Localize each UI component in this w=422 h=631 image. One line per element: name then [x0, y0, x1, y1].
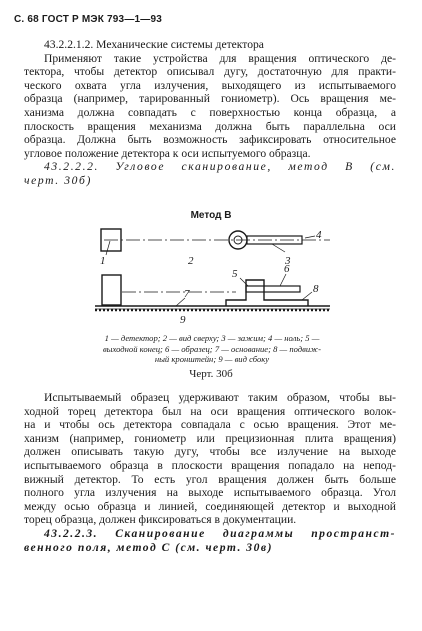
- paragraph-line: между осью образца и линией, соединяющей детектор и выходной: [24, 499, 396, 513]
- paragraph-line: плоскость вращения механизма должна быть параллельна оси: [24, 119, 396, 133]
- paragraph-line: образца (например, тарированный гониометр). Ось вращения ме-: [24, 92, 396, 106]
- movable-bracket: [226, 280, 308, 306]
- paragraph-line: тектора, чтобы детектор описывал дугу, достаточную для практи-: [24, 65, 396, 79]
- figure-title: Метод В: [190, 210, 232, 221]
- paragraph-line: ходной торец детектора был на оси вращения оптического волок-: [24, 404, 396, 418]
- section-heading-method-b-cont: черт. 30б): [24, 173, 92, 187]
- label-6: 6: [284, 263, 290, 275]
- paragraph-line: ческого охвата угла излучения, выходящего из испытываемого: [24, 78, 396, 92]
- label-7: 7: [184, 288, 190, 300]
- paragraph-line: вижный детектор. То есть угол вращения должен быть больше: [24, 472, 396, 486]
- section-heading: 43.2.2.1.2. Механические системы детектора: [44, 38, 264, 51]
- leader-3: [272, 244, 285, 252]
- section-heading-method-c: 43.2.2.3. Сканирование диаграммы пространст-: [44, 526, 396, 540]
- figure-caption: Черт. 30б: [189, 368, 233, 380]
- paragraph-line: должен описывать такую дугу, чтобы все излучение на выходе: [24, 445, 396, 459]
- section-method-b-text: [24, 391, 396, 554]
- label-8: 8: [313, 283, 319, 295]
- paragraph-line: Испытываемый образец удерживают таким образом, чтобы вы-: [44, 391, 396, 404]
- leader-6: [280, 274, 286, 286]
- label-2: 2: [188, 255, 194, 267]
- leader-8: [302, 292, 312, 300]
- paragraph-line: ханизма должна совпадать с поверхностью конца образца, а: [24, 105, 396, 119]
- sample-side: [246, 286, 300, 292]
- label-3: 3: [285, 255, 291, 267]
- label-4: 4: [316, 229, 322, 241]
- side-view: [95, 274, 330, 310]
- top-view: [101, 229, 330, 255]
- paragraph-line: испытываемого образца в плоскости вращения попадало на непод-: [24, 458, 396, 472]
- leader-5: [240, 278, 248, 286]
- section-heading-method-c-cont: венного поля, метод С (см. черт. 30в): [24, 540, 273, 554]
- legend-line: выходной конец; 6 — образец; 7 — основание; 8 — подвиж-: [102, 343, 322, 354]
- label-1: 1: [100, 255, 106, 267]
- legend-line: ный кронштейн; 9 — вид сбоку: [154, 354, 270, 365]
- label-9: 9: [180, 314, 186, 326]
- paragraph-line: торец образца, должен фиксироваться в документации.: [24, 513, 297, 527]
- figure-legend: [62, 333, 362, 365]
- detector-side: [102, 275, 121, 305]
- paragraph-line: ханизм (например, гониометр или прецизионная плита вращения): [24, 431, 396, 445]
- label-5: 5: [232, 268, 238, 280]
- page-header: С. 68 ГОСТ Р МЭК 793—1—93: [14, 14, 162, 25]
- section-43-2-2-1-2: [24, 38, 396, 188]
- paragraph-line: на и чтобы ось детектора совпадала с осью вращения. Этот ме-: [24, 418, 396, 432]
- figure-30b-drawing: [0, 222, 422, 332]
- paragraph-line: образца. Должна быть возможность зафиксировать относительное: [24, 133, 396, 147]
- leader-1: [106, 241, 110, 255]
- paragraph-line: угловое положение детектора к оси испытуемого образца.: [24, 146, 311, 160]
- leader-4: [305, 236, 315, 238]
- paragraph-line: Применяют такие устройства для вращения оптического де-: [44, 51, 396, 65]
- section-heading-method-b: 43.2.2.2. Угловое сканирование, метод В (см.: [44, 160, 396, 174]
- paragraph-line: полного угла излучения на выходе испытываемого образца. Угол: [24, 486, 396, 500]
- legend-line: 1 — детектор; 2 — вид сверху; 3 — зажим; 4 — ноль; 5 —: [104, 333, 320, 343]
